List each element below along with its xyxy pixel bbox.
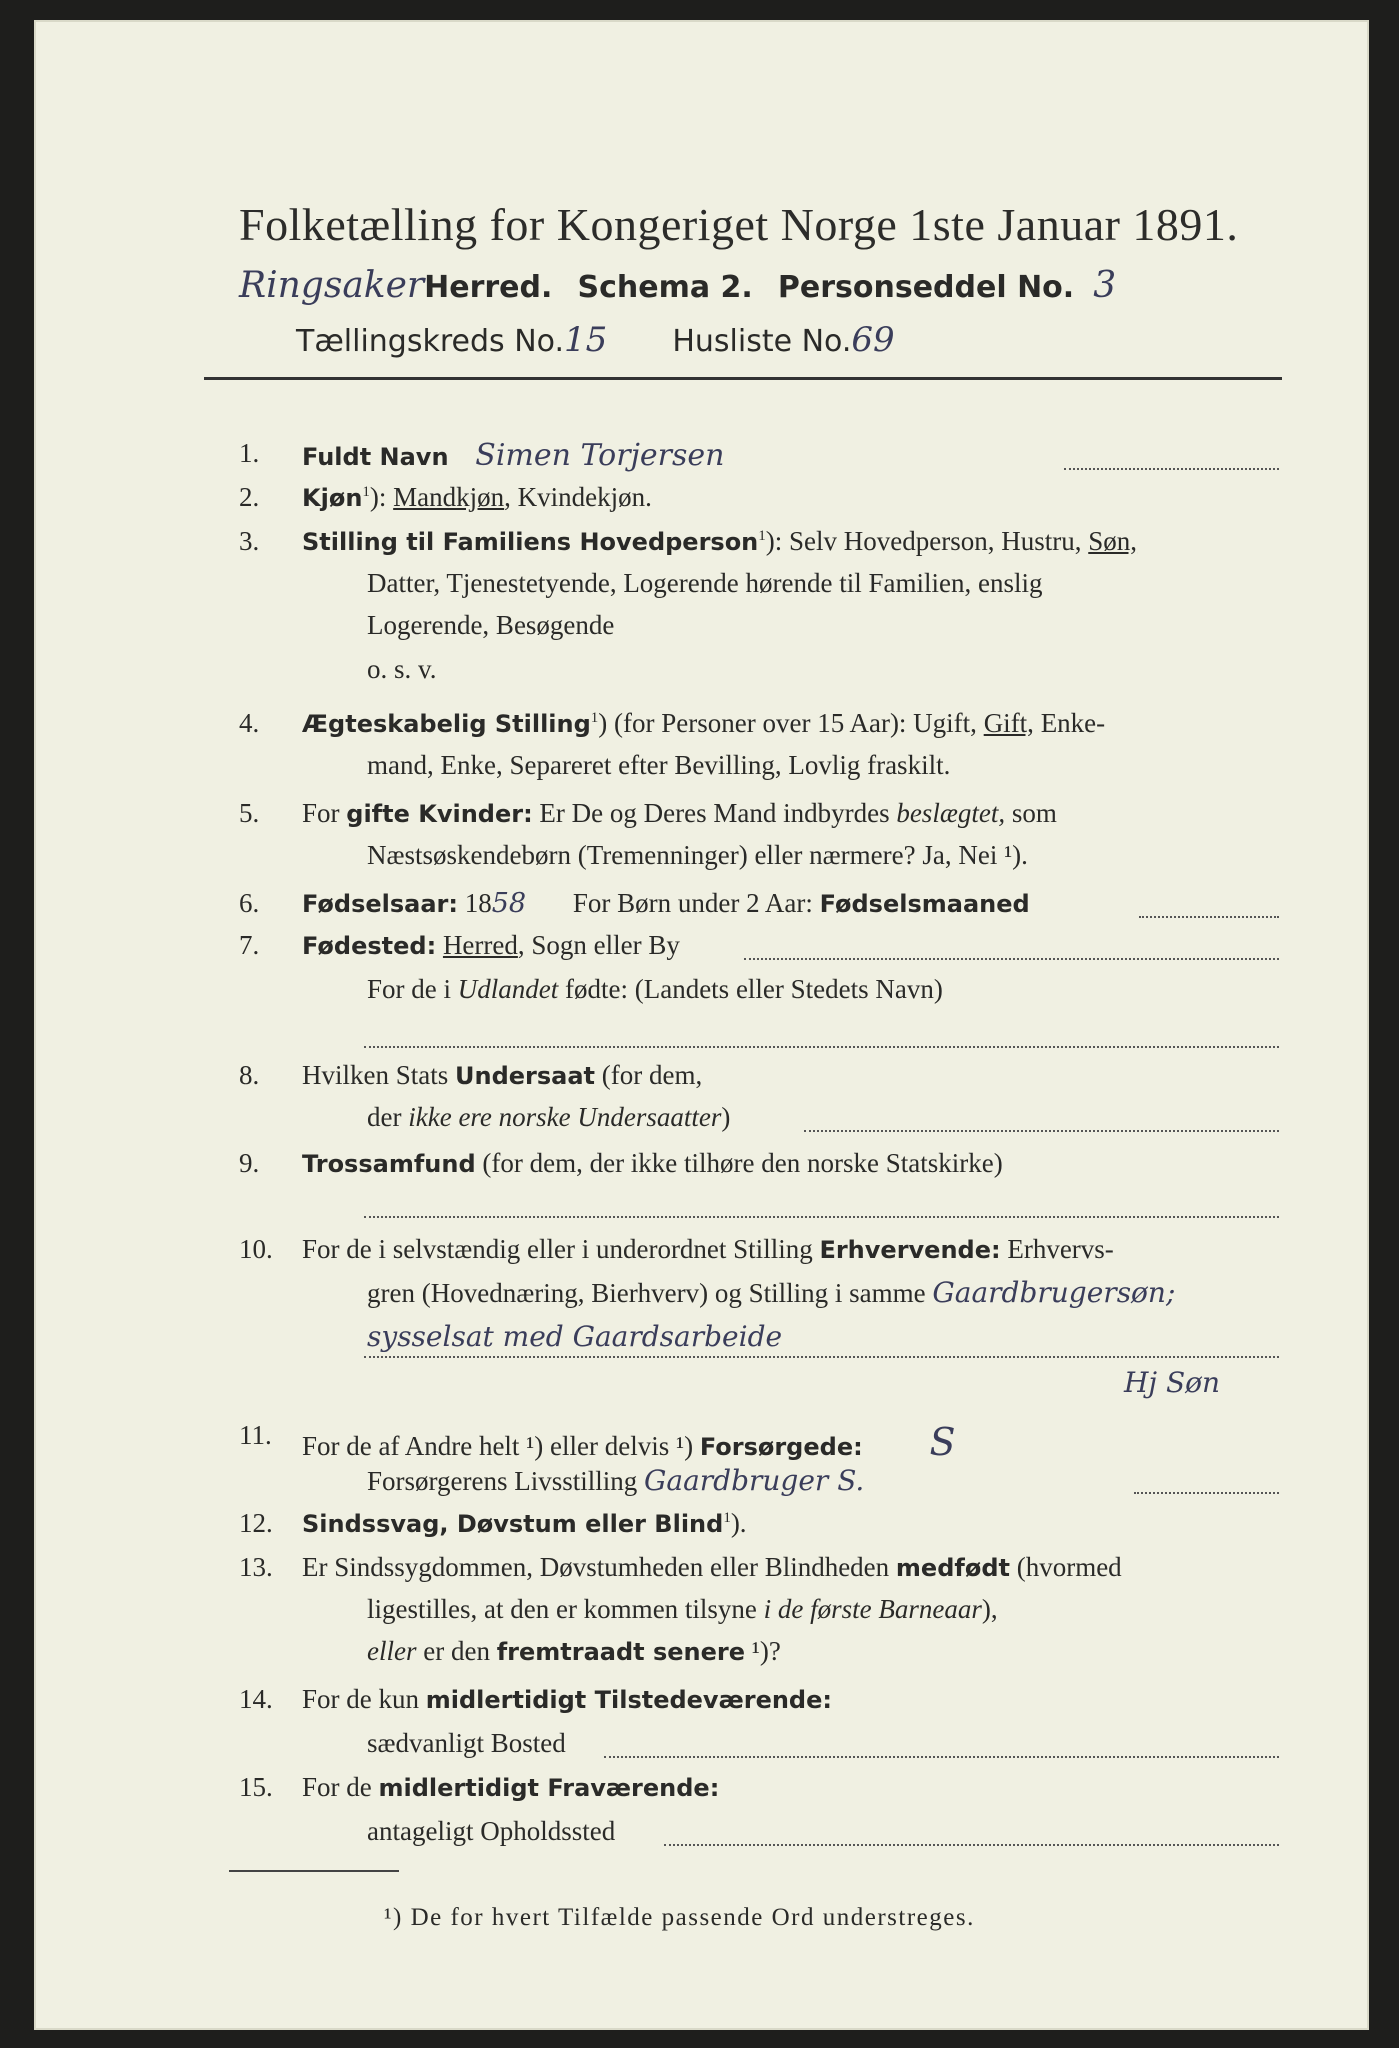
item-14-dotted-line — [604, 1756, 1279, 1758]
item-6-label: Fødselsaar: — [302, 890, 458, 918]
item-4-line-1-rest: ) (for Personer over 15 Aar): Ugift, — [598, 708, 984, 738]
item-6-number: 6. — [239, 888, 260, 918]
header-divider — [204, 377, 1282, 380]
item-8-line-1-b: (for dem, — [595, 1060, 703, 1090]
item-11-line-1 — [302, 1420, 956, 1464]
item-15-line-2: antageligt Opholdssted — [367, 1816, 616, 1846]
item-9-dotted-line — [364, 1216, 1279, 1218]
item-13-line-2-italic: i de første Barneaar — [763, 1594, 982, 1624]
item-1-name-value: Simen Torjersen — [475, 438, 725, 473]
item-5-line-2: Næstsøskendebørn (Tremenninger) eller nærmere? Ja, Nei ¹). — [367, 840, 1028, 870]
item-2-footnote-mark: 1 — [362, 484, 370, 500]
item-11-label: Forsørgede: — [699, 1433, 863, 1461]
husliste-value: 69 — [851, 320, 895, 360]
item-9-number: 9. — [239, 1148, 260, 1178]
item-10-occupation-detail: sysselsat med Gaardsarbeide — [367, 1320, 783, 1353]
item-11-line-2 — [367, 1464, 864, 1497]
item-6-text — [302, 888, 1030, 919]
item-7-line-2-a: For de i — [367, 974, 458, 1004]
item-13-label-2: fremtraadt senere — [496, 1638, 746, 1666]
item-2-colon: ): — [369, 482, 394, 512]
item-3-label: Stilling til Familiens Hovedperson — [302, 528, 759, 556]
item-13-line-2-a: ligestilles, at den er kommen tilsyne — [367, 1594, 764, 1624]
header-herred-row — [239, 265, 1116, 306]
kreds-label: Tællingskreds No. — [296, 324, 564, 359]
item-3-line-2: Datter, Tjenestetyende, Logerende hørende til Familien, enslig — [367, 568, 1043, 598]
item-10-line-2 — [367, 1276, 1175, 1309]
item-8-line-2-b: ) — [721, 1102, 731, 1132]
item-8-line-1 — [302, 1060, 702, 1091]
item-3-number: 3. — [239, 526, 260, 556]
item-10-line-1-b: Erhvervs- — [1000, 1234, 1114, 1264]
footnote-divider — [229, 1870, 399, 1872]
item-7-line-2-b: fødte: (Landets eller Stedets Navn) — [558, 974, 943, 1004]
item-11-mark: S — [929, 1420, 956, 1464]
item-8-number: 8. — [239, 1060, 260, 1090]
item-2-option-rest: , Kvindekjøn. — [504, 482, 652, 512]
item-1-dotted-line — [1064, 468, 1279, 470]
item-2-label: Kjøn — [302, 484, 363, 512]
item-6-year-prefix: 18 — [458, 888, 492, 918]
item-14-label: midlertidigt Tilstedeværende: — [425, 1686, 832, 1714]
personseddel-value: 3 — [1093, 265, 1117, 306]
item-10-label: Erhvervende: — [819, 1236, 1001, 1264]
item-3-footnote-mark: 1 — [758, 528, 766, 544]
census-form-page — [34, 20, 1369, 2030]
item-8-line-2-a: der — [367, 1102, 409, 1132]
item-15-line-1-a: For de — [302, 1772, 379, 1802]
footnote: ¹) De for hvert Tilfælde passende Ord understreges. — [384, 1904, 975, 1931]
item-7-number: 7. — [239, 930, 260, 960]
item-7-dotted-line-1 — [744, 958, 1279, 960]
item-13-line-3-a: er den — [416, 1636, 497, 1666]
item-14-line-1-a: For de kun — [302, 1684, 426, 1714]
item-13-line-2-b: ), — [981, 1594, 998, 1624]
item-4-footnote-mark: 1 — [590, 710, 599, 726]
herred-value: Ringsaker — [239, 265, 425, 306]
item-7-line-1 — [302, 930, 680, 961]
item-13-line-3-b: ¹)? — [745, 1636, 781, 1666]
item-2-number: 2. — [239, 482, 260, 512]
item-2-text — [302, 482, 652, 513]
item-11-line-2-text: Forsørgerens Livsstilling — [367, 1466, 638, 1496]
item-8-line-1-a: Hvilken Stats — [302, 1060, 455, 1090]
item-10-line-1 — [302, 1234, 1114, 1265]
personseddel-label: Personseddel No. — [777, 270, 1075, 305]
item-8-label: Undersaat — [455, 1062, 596, 1090]
item-4-label: Ægteskabelig Stilling — [302, 710, 591, 738]
item-3-option-son: Søn, — [1088, 526, 1138, 556]
item-14-number: 14. — [239, 1684, 273, 1714]
item-12-footnote-mark: 1 — [723, 1510, 731, 1526]
item-6-mid-text: For Børn under 2 Aar: — [572, 888, 820, 918]
item-7-line-2 — [367, 974, 943, 1005]
item-4-line-1 — [302, 708, 1105, 739]
item-10-line-1-a: For de i selvstændig eller i underordnet Stilling — [302, 1234, 820, 1264]
form-title: Folketælling for Kongeriget Norge 1ste Januar 1891. — [239, 199, 1239, 250]
item-4-line-2: mand, Enke, Separeret efter Bevilling, Lovlig fraskilt. — [367, 750, 951, 780]
item-5-label: gifte Kvinder: — [346, 800, 533, 828]
item-10-line-2-text: gren (Hovednæring, Bierhverv) og Stilling i samme — [367, 1278, 926, 1308]
item-13-line-2 — [367, 1594, 998, 1625]
item-9-label: Trossamfund — [302, 1150, 476, 1178]
item-10-line-3 — [367, 1320, 782, 1353]
item-15-dotted-line — [664, 1844, 1279, 1846]
item-3-line-1-rest: ): Selv Hovedperson, Hustru, — [765, 526, 1089, 556]
item-10-occupation-value: Gaardbrugersøn; — [932, 1276, 1176, 1309]
item-8-line-2 — [367, 1102, 730, 1133]
item-7-dotted-line-2 — [364, 1046, 1279, 1048]
item-9-rest: (for dem, der ikke tilhøre den norske Statskirke) — [475, 1148, 1003, 1178]
item-5-line-1-rest: Er De og Deres Mand indbyrdes — [532, 798, 897, 828]
header-kreds-row — [296, 320, 895, 360]
item-12-label: Sindssvag, Døvstum eller Blind — [302, 1510, 724, 1538]
item-9-text — [302, 1148, 1003, 1179]
husliste-label: Husliste No. — [672, 324, 852, 359]
item-6-label-2: Fødselsmaaned — [819, 890, 1030, 918]
item-13-number: 13. — [239, 1552, 273, 1582]
item-13-line-1-b: (hvormed — [1009, 1552, 1122, 1582]
item-14-line-2: sædvanligt Bosted — [367, 1728, 566, 1758]
item-5-line-1-end: som — [1005, 798, 1057, 828]
item-3-line-1 — [302, 526, 1137, 557]
item-12-number: 12. — [239, 1508, 273, 1538]
item-10-annotation-value: Hj Søn — [1124, 1366, 1221, 1399]
item-7-option-herred: Herred — [442, 930, 518, 960]
item-7-line-1-rest: , Sogn eller By — [517, 930, 680, 960]
item-2-option-mandkjon: Mandkjøn — [393, 482, 505, 512]
item-13-line-3-italic: eller — [367, 1636, 417, 1666]
item-10-annotation — [1124, 1366, 1220, 1399]
herred-label: Herred. — [424, 270, 553, 305]
item-3-line-3: Logerende, Besøgende — [367, 610, 615, 640]
item-1-label: Fuldt Navn — [302, 443, 449, 471]
item-6-dotted-line — [1139, 916, 1279, 918]
item-4-number: 4. — [239, 708, 260, 738]
item-7-udlandet: Udlandet — [457, 974, 559, 1004]
item-8-line-2-italic: ikke ere norske Undersaatter — [408, 1102, 722, 1132]
item-13-label: medfødt — [895, 1554, 1010, 1582]
item-13-line-1-a: Er Sindssygdommen, Døvstumheden eller Blindheden — [302, 1552, 896, 1582]
item-12-text — [302, 1508, 747, 1539]
item-4-line-1-end: Enke- — [1033, 708, 1106, 738]
item-10-dotted-line — [364, 1356, 1279, 1358]
item-8-dotted-line — [804, 1130, 1279, 1132]
item-11-dotted-line — [1134, 1492, 1279, 1494]
item-4-option-gift: Gift, — [983, 708, 1034, 738]
item-15-line-1 — [302, 1772, 719, 1803]
item-13-line-1 — [302, 1552, 1122, 1583]
item-15-number: 15. — [239, 1772, 273, 1802]
item-1-number: 1. — [239, 438, 260, 468]
item-14-line-1 — [302, 1684, 832, 1715]
item-5-beslaegtet: beslægtet, — [896, 798, 1006, 828]
item-5-prefix: For — [302, 798, 347, 828]
schema-label: Schema 2. — [577, 270, 753, 305]
kreds-value: 15 — [564, 320, 608, 360]
item-11-number: 11. — [239, 1420, 272, 1450]
item-5-line-1 — [302, 798, 1057, 829]
item-12-end: ). — [730, 1508, 747, 1538]
item-11-line-1-a: For de af Andre helt ¹) eller delvis ¹) — [302, 1431, 700, 1461]
item-3-line-4: o. s. v. — [367, 654, 437, 684]
item-11-provider-value: Gaardbruger S. — [644, 1464, 865, 1497]
item-6-year-value: 58 — [491, 888, 527, 919]
item-5-number: 5. — [239, 798, 260, 828]
item-13-line-3 — [367, 1636, 781, 1667]
item-1-text — [302, 438, 724, 473]
item-10-number: 10. — [239, 1234, 273, 1264]
item-7-label: Fødested: — [302, 932, 437, 960]
item-15-label: midlertidigt Fraværende: — [378, 1774, 720, 1802]
